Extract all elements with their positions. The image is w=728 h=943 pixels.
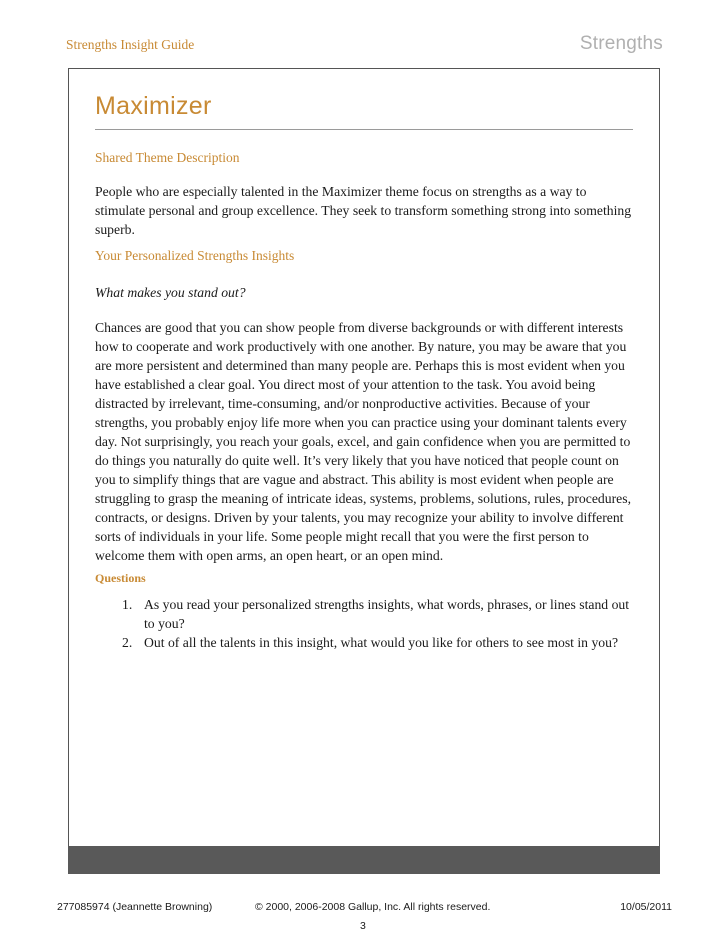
question-text: As you read your personalized strengths insights, what words, phrases, or lines stand out to you? bbox=[144, 597, 630, 631]
standout-heading: What makes you stand out? bbox=[95, 285, 246, 300]
insight-text: Chances are good that you can show people from diverse backgrounds or with different interests how to cooperate and work productively with one another. By nature, you may be aware that you are more persistent and determined than many people are. Perhaps this is most evident when you have established a clear goal. You direct most of your attention to the task. You avoid being distracted by irrelevant, time-consuming, and/or nonproductive activities. Because of your strengths, you probably enjoy life more when you can practice using your dominant talents every day. Not surprisingly, you reach your goals, excel, and gain confidence when you are permitted to do things you naturally do quite well. It’s very likely that you have noticed that people count on you to simplify things that are vague and abstract. This ability is most evident when people are struggling to grasp the meaning of intricate ideas, systems, problems, solutions, rules, procedures, contracts, or designs. Driven by your talents, you may recognize your ability to involve different sorts of individuals in your life. Some people might recall that you were the first person to welcome them with open arms, an open heart, or an open mind. bbox=[95, 320, 631, 563]
footer-date: 10/05/2011 bbox=[620, 901, 672, 913]
questions-heading: Questions bbox=[95, 571, 146, 585]
question-text: Out of all the talents in this insight, what would you like for others to see most in you? bbox=[144, 635, 619, 650]
frame-footer-bar bbox=[68, 846, 660, 874]
footer-person: 277085974 (Jeannette Browning) bbox=[57, 901, 213, 913]
personalized-insights-heading: Your Personalized Strengths Insights bbox=[95, 248, 295, 263]
question-number: 1. bbox=[122, 597, 133, 612]
shared-theme-heading: Shared Theme Description bbox=[95, 150, 240, 165]
question-number: 2. bbox=[122, 635, 133, 650]
list-item bbox=[122, 633, 634, 652]
brand-wordmark: Strengths bbox=[579, 33, 663, 54]
title-divider bbox=[95, 129, 633, 130]
theme-title: Maximizer bbox=[95, 92, 212, 120]
guide-title: Strengths Insight Guide bbox=[66, 37, 195, 52]
questions-list bbox=[122, 595, 634, 652]
shared-theme-text: People who are especially talented in the Maximizer theme focus on strengths as a way to stimulate personal and group excellence. They seek to transform something strong into something superb. bbox=[95, 184, 632, 237]
list-item bbox=[122, 595, 634, 633]
footer-copyright: © 2000, 2006-2008 Gallup, Inc. All rights reserved. bbox=[255, 901, 491, 913]
page-number: 3 bbox=[360, 920, 366, 932]
